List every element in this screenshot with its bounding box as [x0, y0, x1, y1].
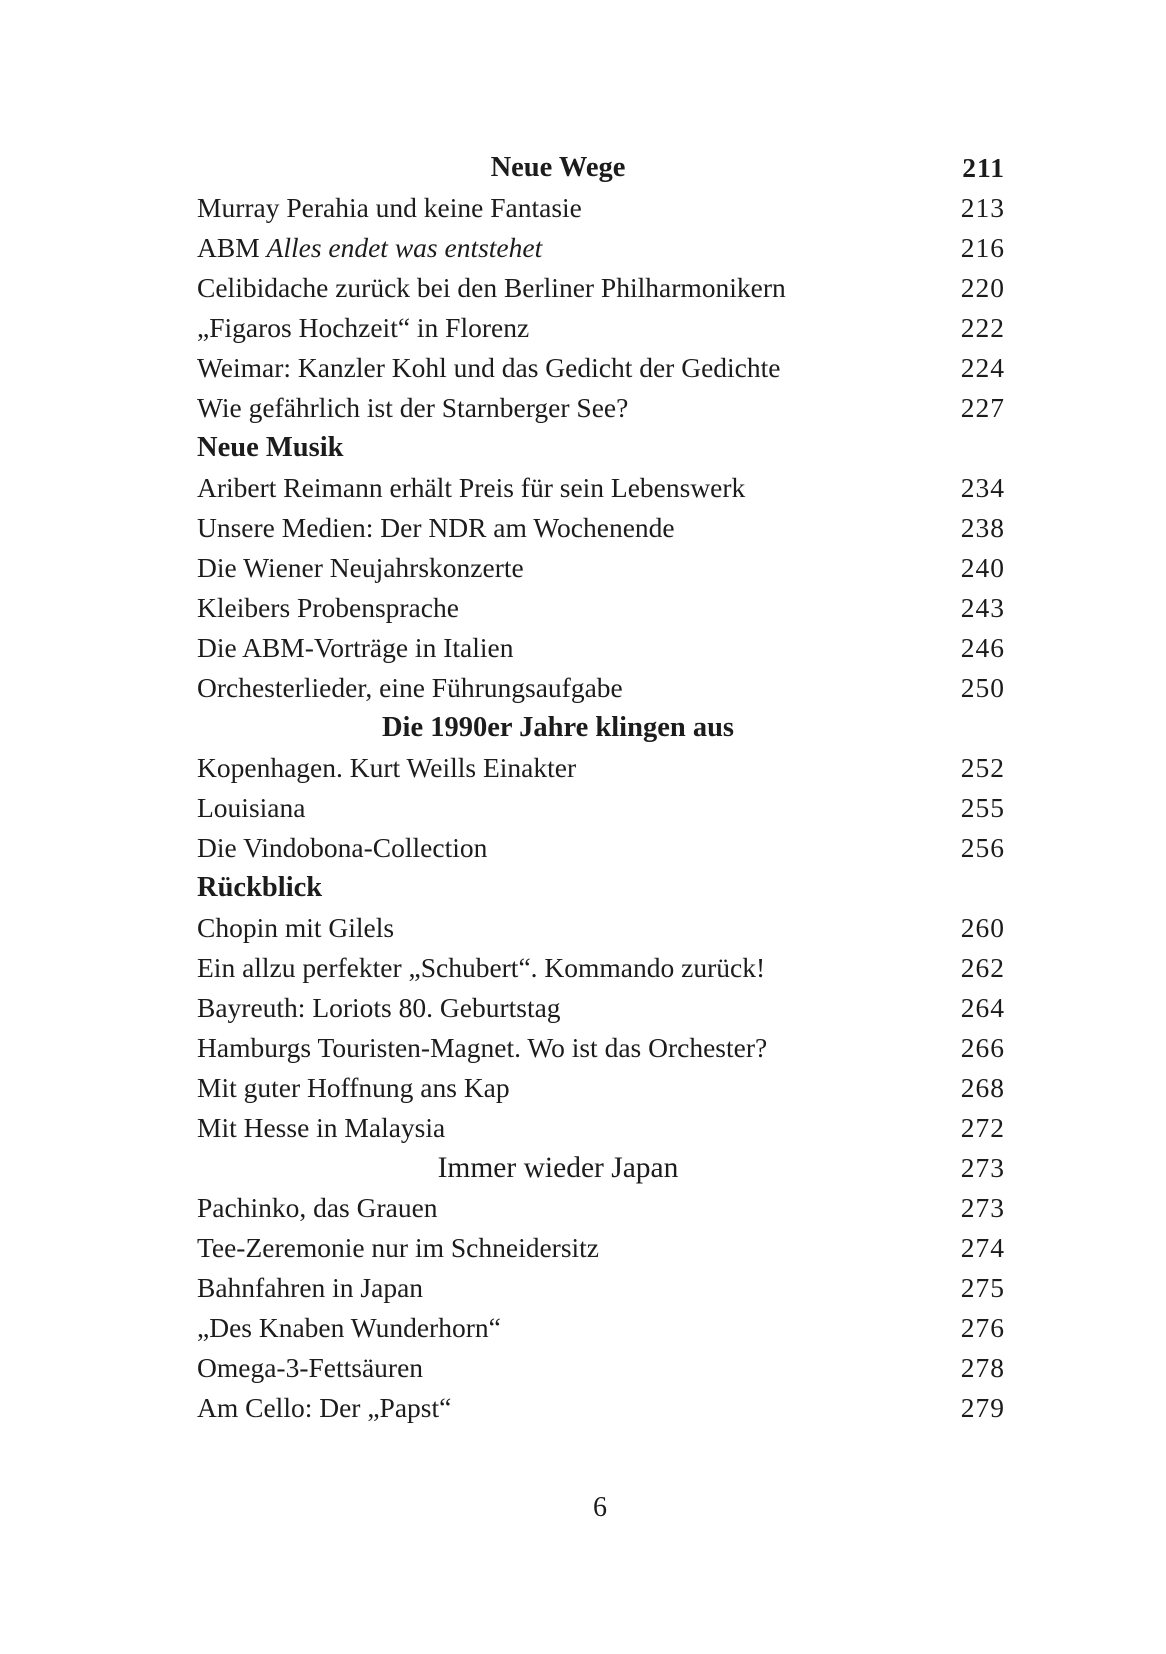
toc-entry [197, 348, 1005, 388]
toc-page-number: 224 [960, 352, 1005, 383]
toc-entry [197, 228, 1005, 268]
toc-title: Chopin mit Gilels [197, 912, 395, 943]
toc-entry [197, 628, 1005, 668]
toc-entry [197, 1108, 1005, 1148]
toc-entry [197, 308, 1005, 348]
toc-title: Celibidache zurück bei den Berliner Philharmonikern [197, 272, 786, 303]
toc-page-number: 243 [960, 592, 1005, 623]
toc-title: Pachinko, das Grauen [197, 1192, 438, 1223]
toc-title: Tee-Zeremonie nur im Schneidersitz [197, 1232, 600, 1263]
toc-title: Die Vindobona-Collection [197, 832, 488, 863]
toc-entry [197, 1268, 1005, 1308]
toc-entry [197, 1388, 1005, 1428]
toc-title: Neue Musik [197, 432, 344, 463]
toc-entry [197, 788, 1005, 828]
toc-page-number: 273 [960, 1192, 1005, 1223]
toc-entry [197, 1228, 1005, 1268]
toc-page-number: 238 [960, 512, 1005, 543]
toc-entry [197, 1348, 1005, 1388]
toc-page-number: 273 [960, 1152, 1005, 1183]
toc-title: „Figaros Hochzeit“ in Florenz [197, 312, 530, 343]
toc-entry [197, 188, 1005, 228]
toc-title: Aribert Reimann erhält Preis für sein Lebenswerk [197, 472, 746, 503]
toc-page-number: 255 [960, 792, 1005, 823]
toc-page-number: 272 [960, 1112, 1005, 1143]
toc-title: Orchesterlieder, eine Führungsaufgabe [197, 672, 623, 703]
toc-title: Neue Wege [490, 152, 626, 183]
toc-title: Rückblick [197, 872, 323, 903]
toc-title: Die 1990er Jahre klingen aus [381, 712, 735, 743]
toc-title: Ein allzu perfekter „Schubert“. Kommando zurück! [197, 952, 766, 983]
toc-entry [197, 988, 1005, 1028]
toc-subsection-heading [197, 868, 1005, 908]
toc-page-number: 264 [960, 992, 1005, 1023]
toc-page-number: 276 [960, 1312, 1005, 1343]
toc-title: Louisiana [197, 792, 306, 823]
table-of-contents [197, 148, 1005, 1428]
toc-entry [197, 548, 1005, 588]
toc-subsection-heading [197, 428, 1005, 468]
toc-title: Unsere Medien: Der NDR am Wochenende [197, 512, 675, 543]
toc-title: Kopenhagen. Kurt Weills Einakter [197, 752, 577, 783]
toc-entry [197, 948, 1005, 988]
toc-title: Bayreuth: Loriots 80. Geburtstag [197, 992, 561, 1023]
toc-title: Hamburgs Touristen-Magnet. Wo ist das Orchester? [197, 1032, 768, 1063]
toc-entry [197, 1028, 1005, 1068]
toc-title-italic: Alles endet was entstehet [266, 232, 543, 263]
toc-section-heading [197, 1148, 1005, 1188]
toc-entry [197, 668, 1005, 708]
toc-page-number: 220 [960, 272, 1005, 303]
toc-title: Omega-3-Fettsäuren [197, 1352, 424, 1383]
toc-title: Wie gefährlich ist der Starnberger See? [197, 392, 629, 423]
toc-page-number: 268 [960, 1072, 1005, 1103]
toc-entry [197, 468, 1005, 508]
toc-page-number: 278 [960, 1352, 1005, 1383]
toc-title: Mit guter Hoffnung ans Kap [197, 1072, 510, 1103]
toc-entry [197, 748, 1005, 788]
toc-page-number: 266 [960, 1032, 1005, 1063]
page-number: 6 [593, 1492, 607, 1523]
toc-title: Murray Perahia und keine Fantasie [197, 192, 582, 223]
toc-entry [197, 1068, 1005, 1108]
toc-title: Am Cello: Der „Papst“ [197, 1392, 452, 1423]
toc-page-number: 250 [960, 672, 1005, 703]
toc-entry [197, 908, 1005, 948]
toc-page-number: 274 [960, 1232, 1005, 1263]
toc-title: „Des Knaben Wunderhorn“ [197, 1312, 501, 1343]
toc-title: Immer wieder Japan [437, 1152, 679, 1184]
toc-page-number: 252 [960, 752, 1005, 783]
toc-title: Die ABM-Vorträge in Italien [197, 632, 514, 663]
toc-section-heading [197, 708, 1005, 748]
toc-title: Bahnfahren in Japan [197, 1272, 424, 1303]
toc-title: Die Wiener Neujahrskonzerte [197, 552, 524, 583]
toc-page-number: 211 [962, 152, 1005, 183]
toc-entry [197, 588, 1005, 628]
toc-page-number: 213 [960, 192, 1005, 223]
toc-section-heading [197, 148, 1005, 188]
toc-entry [197, 1188, 1005, 1228]
toc-entry [197, 1308, 1005, 1348]
toc-page-number: 246 [960, 632, 1005, 663]
toc-page-number: 260 [960, 912, 1005, 943]
toc-entry [197, 828, 1005, 868]
toc-page-number: 256 [960, 832, 1005, 863]
toc-page-number: 262 [960, 952, 1005, 983]
toc-page-number: 279 [960, 1392, 1005, 1423]
toc-page-number: 227 [960, 392, 1005, 423]
toc-title-prefix: ABM [197, 232, 267, 263]
toc-entry [197, 268, 1005, 308]
toc-title: Kleibers Probensprache [197, 592, 459, 623]
toc-title: Mit Hesse in Malaysia [197, 1112, 446, 1143]
toc-entry [197, 508, 1005, 548]
toc-page-number: 216 [960, 232, 1005, 263]
toc-title [197, 228, 542, 268]
toc-entry [197, 388, 1005, 428]
toc-page-number: 275 [960, 1272, 1005, 1303]
toc-page-number: 240 [960, 552, 1005, 583]
toc-page-number: 234 [960, 472, 1005, 503]
toc-title: Weimar: Kanzler Kohl und das Gedicht der Gedichte [197, 352, 781, 383]
toc-page-number: 222 [960, 312, 1005, 343]
